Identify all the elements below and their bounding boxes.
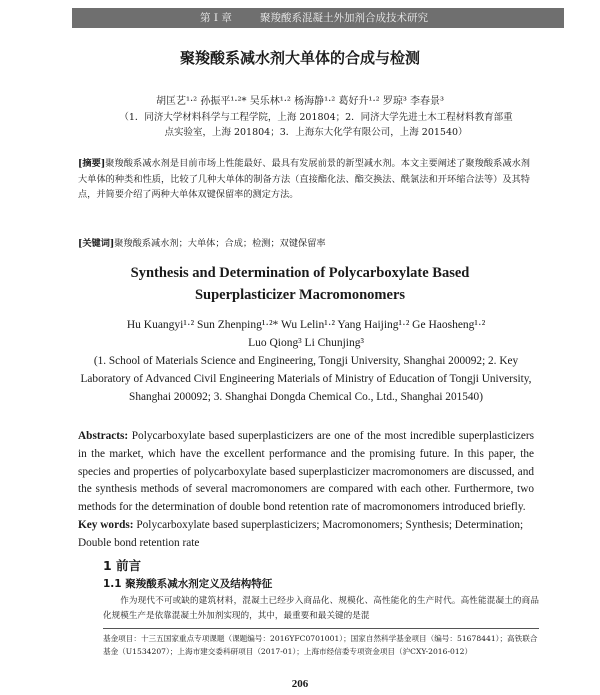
section-heading-1: 1 前言 bbox=[103, 558, 142, 573]
english-title bbox=[0, 262, 600, 306]
english-keywords-label: Key words: bbox=[78, 519, 134, 531]
english-keywords bbox=[78, 517, 534, 553]
body-paragraph: 作为现代不可或缺的建筑材料，混凝土已经步入商品化、规模化、高性能化的生产时代。高性能混凝土的商品化规模生产是依靠混凝土外加剂实现的，其中，最重要和最关键的是混 bbox=[103, 596, 539, 621]
chinese-abstract-label: [摘要] bbox=[78, 158, 106, 169]
chinese-keywords bbox=[78, 235, 530, 249]
page-number: 206 bbox=[291, 678, 309, 690]
chinese-keywords-text: 聚羧酸系减水剂；大单体；合成；检测；双键保留率 bbox=[114, 238, 326, 249]
english-authors bbox=[78, 316, 534, 352]
english-authors-line2: Luo Qiong³ Li Chunjing³ bbox=[248, 337, 364, 349]
running-header bbox=[72, 8, 564, 28]
english-abstract bbox=[78, 428, 534, 517]
header-chapter: 第 I 章 bbox=[200, 12, 232, 24]
english-abstract-text: Polycarboxylate based superplasticizers are one of the most incredible superplasticizers in the market, which have the excellent performance and the promising future. In this paper, the species and properties of polycarboxylate based superplasticizer macromonomers are discussed, and the synthesis methods of several macromonomers are compared with each other. Furthermore, two methods for the determination of double bond retention rate of macromonomers introduced briefly. bbox=[78, 430, 534, 514]
chinese-title: 聚羧酸系减水剂大单体的合成与检测 bbox=[179, 49, 420, 67]
footnote: 基金项目：十三五国家重点专项课题（课题编号：2016YFC0701001）；国家自然科学基金项目（编号：51678441）；高铁联合基金（U1534207）；上海市建交委科研项目（2017-01）；上海市经信委专项资金项目（沪CXY-2016-012） bbox=[103, 634, 538, 656]
section-heading-1-1: 1.1 聚羧酸系减水剂定义及结构特征 bbox=[103, 578, 273, 590]
english-keywords-text: Polycarboxylate based superplasticizers; Macromonomers; Synthesis; Determination; Double bond retention rate bbox=[78, 519, 524, 549]
english-title-line1: Synthesis and Determination of Polycarboxylate Based bbox=[130, 265, 470, 281]
header-title: 聚羧酸系混凝土外加剂合成技术研究 bbox=[260, 12, 428, 24]
chinese-keywords-label: [关键词] bbox=[78, 238, 115, 249]
chinese-affiliation: （1．同济大学材料科学与工程学院，上海 201804；2．同济大学先进土木工程材料教育部重点实验室，上海 201804；3．上海东大化学有限公司，上海 201540） bbox=[119, 112, 513, 138]
chinese-abstract-text: 聚羧酸系减水剂是目前市场上性能最好、最具有发展前景的新型减水剂。本文主要阐述了聚羧酸系减水剂大单体的种类和性质，比较了几种大单体的制备方法（直接酯化法、酯交换法、酰氯法和开环缩合法等）及其特点，并简要介绍了两种大单体双键保留率的测定方法。 bbox=[78, 158, 530, 201]
english-title-line2: Superplasticizer Macromonomers bbox=[194, 287, 406, 303]
english-authors-line1: Hu Kuangyi¹·² Sun Zhenping¹·²* Wu Lelin¹·² Yang Haijing¹·² Ge Haosheng¹·² bbox=[126, 319, 486, 331]
english-abstract-label: Abstracts: bbox=[78, 430, 129, 442]
chinese-abstract bbox=[78, 156, 530, 203]
footnote-divider bbox=[103, 628, 539, 629]
english-affiliation: (1. School of Materials Science and Engineering, Tongji University, Shanghai 200092; 2. Key Laboratory of Advanced Civil Engineering Materials of Ministry of Education of Tongji University, Shanghai 200092; 3. Shanghai Dongda Chemical Co., Ltd., Shanghai 201540) bbox=[80, 355, 532, 403]
chinese-authors: 胡匡艺¹·² 孙振平¹·²* 吴乐林¹·² 杨海静¹·² 葛好升¹·² 罗琼³ 李春景³ bbox=[155, 96, 445, 107]
